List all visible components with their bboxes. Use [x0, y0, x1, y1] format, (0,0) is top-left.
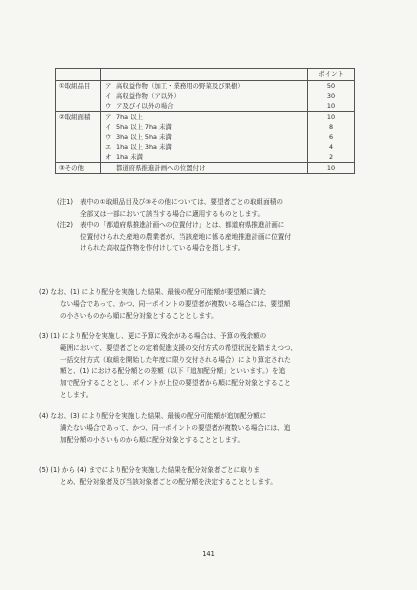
note-line: 位置付けられた産地の農業者が、当該産地に係る産地推進計画に位置付: [80, 232, 291, 241]
table-item: [101, 122, 308, 132]
item-point: 10: [308, 163, 355, 174]
paragraph-line: 額と、(1) における配分額との差額（以下「追加配分額」といいます。）を追: [60, 367, 286, 376]
item-point: 8: [308, 122, 355, 132]
item-point: 50: [308, 81, 355, 92]
item-label: 5ha 以上 7ha 未満: [116, 123, 172, 131]
item-label: 3ha 以上 5ha 未満: [116, 133, 172, 141]
table-item: [101, 112, 308, 123]
point-table: [55, 68, 355, 174]
item-label: 1ha 未満: [116, 153, 143, 161]
item-kana: オ: [105, 153, 112, 161]
note-line: けられた高収益作物を作付けしている場合を指します。: [80, 244, 245, 252]
item-kana: ウ: [105, 102, 112, 110]
item-kana: ウ: [105, 133, 112, 141]
table-row: [56, 163, 355, 174]
item-label: 7ha 以上: [116, 113, 143, 121]
paragraph-line: 一括交付方式（取組を開始した年度に限り交付される場合）により算定された: [60, 355, 291, 364]
paragraph-line: とめ、配分対象者及び当該対象者ごとの配分額を決定することとします。: [60, 477, 277, 486]
table-row: [56, 122, 355, 132]
table-header-row: [56, 69, 355, 81]
item-point: 10: [308, 112, 355, 123]
note-text: [80, 220, 377, 255]
table-item: [101, 91, 308, 101]
paragraph-line: (3) (1) により配分を実施し、更に予算に残余がある場合は、予算の残余額の: [39, 332, 267, 340]
paragraph-line: の小さいものから順に配分対象とすることとします。: [60, 311, 218, 320]
item-label: 1ha 以上 3ha 未満: [116, 143, 172, 151]
table-row: [56, 81, 355, 92]
note-mark: (注1): [57, 198, 73, 206]
table-row: [56, 112, 355, 123]
paragraph-line: 範囲において、要望者ごとの定着促進支援の交付方式の希望状況を踏まえつつ、: [60, 343, 297, 352]
table-header-point: ポイント: [308, 69, 355, 81]
item-label: 高収益作物（加工・業務用の野菜及び果樹）: [116, 82, 244, 90]
item-point: 30: [308, 91, 355, 101]
paragraph-4: [39, 411, 379, 446]
table-item: [101, 163, 308, 174]
paragraph-line: 満たない場合であって、かつ、同一ポイントの要望者が複数いる場合には、追: [60, 423, 291, 432]
item-label: ア及びイ以外の場合: [116, 102, 174, 110]
item-kana: ア: [105, 82, 112, 90]
table-row: [56, 101, 355, 112]
table-category: ①取組品目: [56, 81, 101, 112]
table-item: [101, 142, 308, 152]
paragraph-line: 加配分額の小さいものから順に配分対象とすることとします。: [60, 435, 245, 444]
table-row: [56, 91, 355, 101]
item-kana: イ: [105, 92, 112, 100]
table-header-blank: [101, 69, 308, 81]
table-item: [101, 132, 308, 142]
paragraph-line: (2) なお、(1) により配分を実施した結果、最後の配分可能額が要望額に満た: [39, 288, 267, 296]
note-line: 全部又は一部において該当する場合に適用するものとします。: [80, 209, 265, 218]
table-row: [56, 152, 355, 163]
note-mark: (注2): [57, 221, 73, 229]
notes: [57, 197, 377, 255]
note-text: [80, 197, 377, 220]
item-point: 10: [308, 101, 355, 112]
table-item: [101, 152, 308, 163]
item-kana: イ: [105, 123, 112, 131]
paragraph-line: 加で配分することとし、ポイントが上位の要望者から順に配分対象とすること: [60, 379, 291, 388]
item-kana: エ: [105, 143, 112, 151]
note: [57, 197, 377, 220]
paragraph-3: [39, 331, 379, 402]
note: [57, 220, 377, 255]
paragraph-line: (5) (1) から (4) までにより配分を実施した結果を配分対象者ごとに取りま: [39, 466, 261, 474]
paragraph-line: (4) なお、(3) により配分を実施した結果、最後の配分可能額が追加配分額に: [39, 412, 267, 420]
table-row: [56, 132, 355, 142]
paragraph-5: [39, 465, 379, 489]
table-category: ②取組面積: [56, 112, 101, 163]
item-label: 都道府県推進計画への位置付け: [116, 164, 206, 172]
table-item: [101, 101, 308, 112]
table-header-blank: [56, 69, 101, 81]
paragraph-2: [39, 287, 379, 322]
note-line: 表中の「都道府県推進計画への位置付け」とは、都道府県推進計画に: [80, 221, 285, 229]
note-line: 表中の①取組品目及び③その他については、要望者ごとの取組面積の: [80, 198, 283, 206]
item-kana: ア: [105, 113, 112, 121]
paragraph-line: とします。: [60, 390, 93, 399]
item-point: 6: [308, 132, 355, 142]
paragraph-line: ない場合であって、かつ、同一ポイントの要望者が複数いる場合には、要望額: [60, 299, 291, 308]
item-point: 2: [308, 152, 355, 163]
table-item: [101, 81, 308, 92]
item-point: 4: [308, 142, 355, 152]
table-category: ③その他: [56, 163, 101, 174]
page-number: 141: [202, 550, 215, 558]
table-row: [56, 142, 355, 152]
item-label: 高収益作物（ア以外）: [116, 92, 180, 100]
